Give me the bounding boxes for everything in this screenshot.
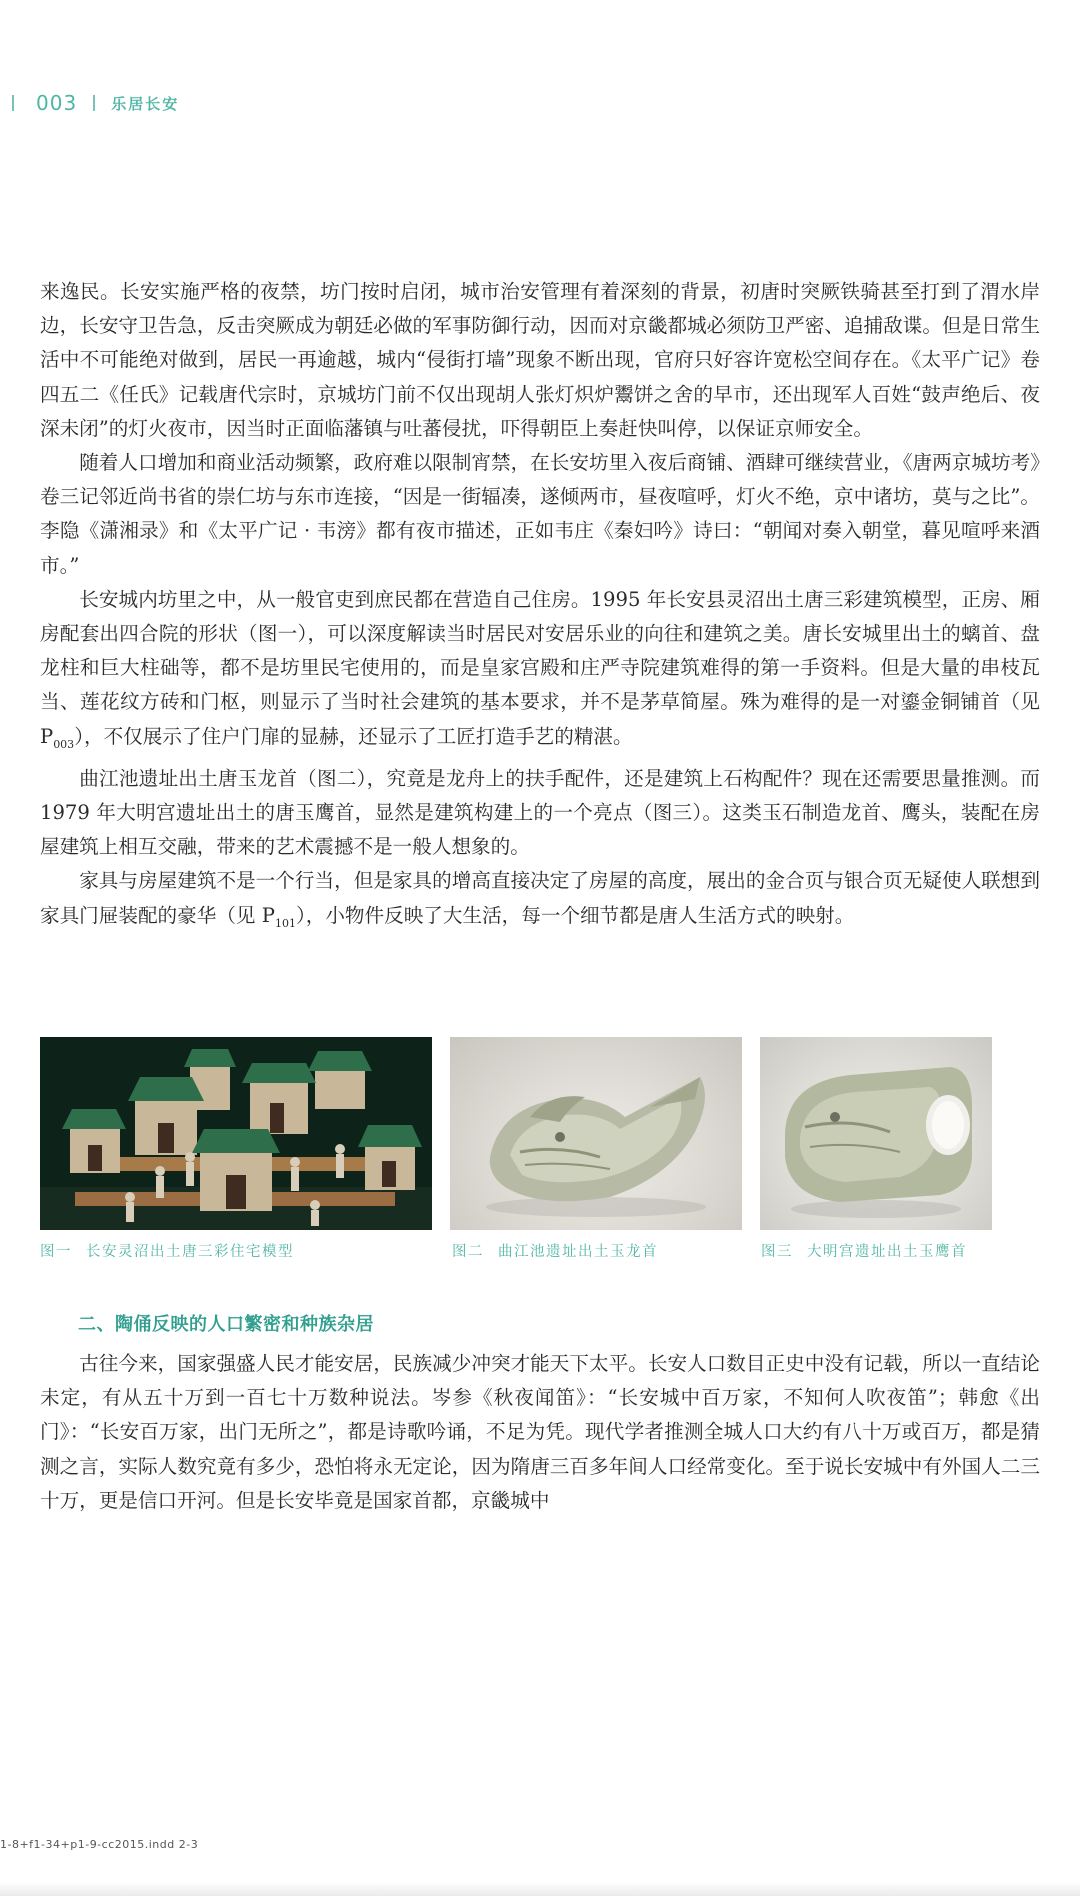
figure-1-photo	[40, 1037, 432, 1230]
paragraph-5-tail: ），小物件反映了大生活，每一个细节都是唐人生活方式的映射。	[295, 903, 855, 927]
header-divider-left	[12, 95, 14, 111]
paragraph-5-text: 家具与房屋建筑不是一个行当，但是家具的增高直接决定了房屋的高度，展出的金合页与银合页无疑使人联想到家具门屉装配的豪华（见 P	[40, 869, 1040, 927]
paragraph-1: 来逸民。长安实施严格的夜禁，坊门按时启闭，城市治安管理有着深刻的背景，初唐时突厥铁骑甚至打到了渭水岸边，长安守卫告急，反击突厥成为朝廷必做的军事防御行动，因而对京畿都城必须防卫严密、追捕敌谍。但是日常生活中不可能绝对做到，居民一再逾越，城内“侵街打墙”现象不断出现，官府只好容许宽松空间存在。《太平广记》卷四五二《任氏》记载唐代宗时，京城坊门前不仅出现胡人张灯炽炉鬻饼之舍的早市，还出现军人百姓“鼓声绝后、夜深未闭”的灯火夜市，因当时正面临藩镇与吐蕃侵扰，吓得朝臣上奏赶快叫停，以保证京师安全。	[40, 280, 1040, 440]
paragraph-4: 曲江池遗址出土唐玉龙首（图二），究竟是龙舟上的扶手配件，还是建筑上石构配件？现在还需要思量推测。而 1979 年大明宫遗址出土的唐玉鹰首，显然是建筑构建上的一个亮点（图三）。这类玉石制造龙首、鹰头，装配在房屋建筑上相互交融，带来的艺术震撼不是一般人想象的。	[40, 766, 1040, 859]
paragraph-3-text: 长安城内坊里之中，从一般官吏到庶民都在营造自己住房。1995 年长安县灵沼出土唐三彩建筑模型，正房、厢房配套出四合院的形状（图一），可以深度解读当时居民对安居乐业的向往和建筑之美。唐长安城里出土的螭首、盘龙柱和巨大柱础等，都不是坊里民宅使用的，而是皇家宫殿和庄严寺院建筑难得的第一手资料。但是大量的串枝瓦当、莲花纹方砖和门枢，则显示了当时社会建筑的基本要求，并不是茅草简屋。殊为难得的是一对鎏金铜铺首（见 P	[40, 587, 1040, 748]
figure-2-photo	[450, 1037, 742, 1230]
book-title: 乐居长安	[111, 94, 180, 113]
page-ref-subscript: 003	[53, 737, 75, 751]
paragraph-2: 随着人口增加和商业活动频繁，政府难以限制宵禁，在长安坊里入夜后商铺、酒肆可继续营业，《唐两京城坊考》卷三记邻近尚书省的崇仁坊与东市连接，“因是一街辐凑，遂倾两市，昼夜喧呼，灯火不绝，京中诸坊，莫与之比”。李隐《潇湘录》和《太平广记 · 韦滂》都有夜市描述，正如韦庄《秦妇吟》诗曰：“朝闻对奏入朝堂，暮见喧呼来酒市。”	[40, 451, 1040, 577]
body-text-top	[40, 275, 1040, 941]
section-heading: 二、陶俑反映的人口繁密和种族杂居	[78, 1314, 374, 1335]
figure-3-caption-text: 大明宫遗址出土玉鹰首	[807, 1244, 967, 1260]
figure-1-label: 图一	[40, 1244, 72, 1260]
paragraph-3	[40, 583, 1040, 762]
figure-1-caption	[40, 1240, 294, 1261]
figure-3-caption	[761, 1240, 967, 1261]
running-header	[12, 88, 179, 118]
figure-3-label: 图三	[761, 1244, 793, 1260]
figure-2-caption	[452, 1240, 658, 1261]
figure-2-label: 图二	[452, 1244, 484, 1260]
figure-2-caption-text: 曲江池遗址出土玉龙首	[498, 1244, 658, 1260]
figure-3-photo	[760, 1037, 992, 1230]
page-ref-subscript: 101	[274, 916, 296, 930]
paragraph-5	[40, 864, 1040, 940]
paragraph-3-tail: ），不仅展示了住户门扉的显赫，还显示了工匠打造手艺的精湛。	[74, 724, 633, 748]
header-divider	[93, 95, 95, 111]
body-text-bottom	[40, 1347, 1040, 1518]
paragraph-6: 古往今来，国家强盛人民才能安居，民族减少冲突才能天下太平。长安人口数目正史中没有记载，所以一直结论未定，有从五十万到一百七十万数种说法。岑参《秋夜闻笛》：“长安城中百万家，不知何人吹夜笛”；韩愈《出门》：“长安百万家，出门无所之”，都是诗歌吟诵，不足为凭。现代学者推测全城人口大约有八十万或百万，都是猜测之言，实际人数究竟有多少，恐怕将永无定论，因为隋唐三百多年间人口经常变化。至于说长安城中有外国人二三十万，更是信口开河。但是长安毕竟是国家首都，京畿城中	[40, 1352, 1040, 1512]
page-edge-shadow	[0, 1882, 1080, 1896]
print-file-info: 1-8+f1-34+p1-9-cc2015.indd 2-3	[0, 1838, 199, 1851]
figure-1-caption-text: 长安灵沼出土唐三彩住宅模型	[86, 1244, 294, 1260]
page-number: 003	[36, 91, 78, 115]
